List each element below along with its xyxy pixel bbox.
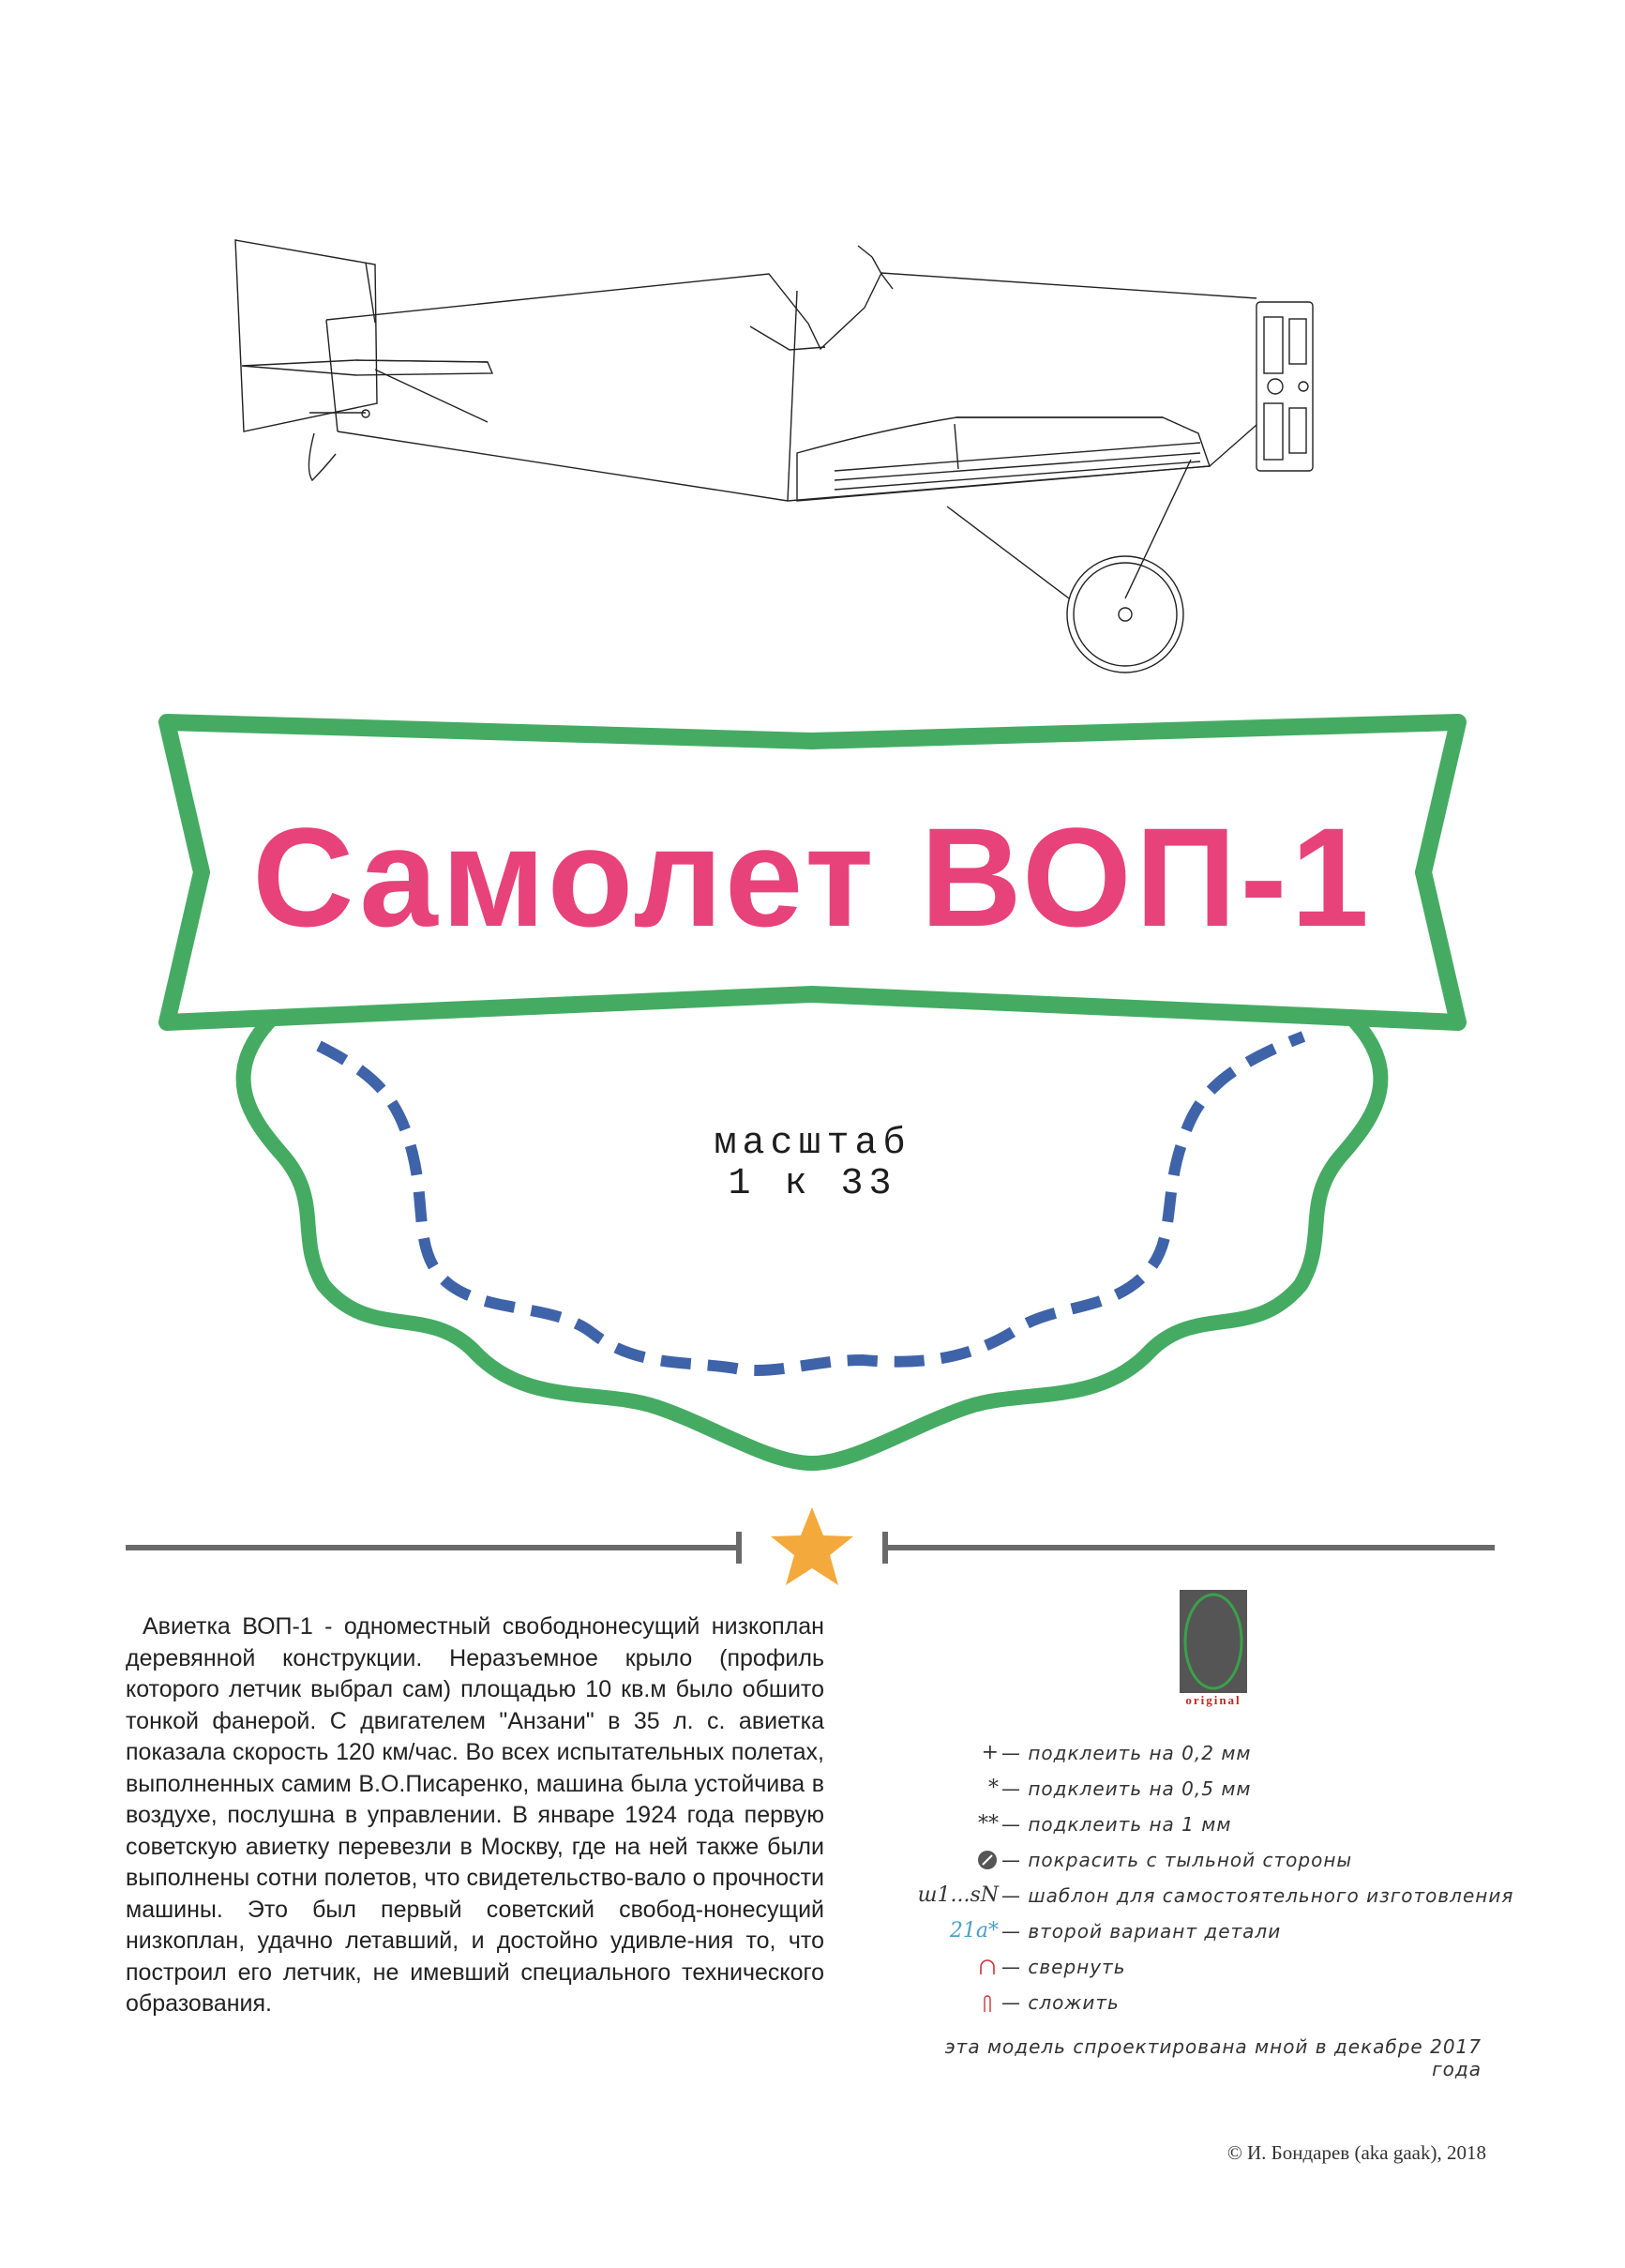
legend-item <box>881 1845 1538 1881</box>
star-icon <box>771 1507 853 1585</box>
legend-item <box>881 1988 1538 2023</box>
airplane-side-view-drawing <box>225 225 1397 713</box>
copyright: © И. Бондарев (aka gaak), 2018 <box>1226 2141 1486 2164</box>
legend-symbol: * <box>988 1777 999 1800</box>
legend-text: — покрасить с тыльной стороны <box>1001 1849 1353 1871</box>
brush-circle-icon <box>976 1849 999 1871</box>
logo-label: original <box>1185 1693 1241 1707</box>
scale-label: масштаб <box>714 1123 911 1165</box>
legend-item <box>881 1774 1538 1809</box>
original-logo-icon <box>1180 1590 1247 1693</box>
legend-item <box>881 1738 1538 1774</box>
legend-text: — подклеить на 0,5 мм <box>1001 1777 1252 1800</box>
legend-symbol: + <box>981 1741 999 1764</box>
legend-symbol <box>895 1845 999 1875</box>
legend-text: — шаблон для самостоятельного изготовления <box>1001 1884 1514 1907</box>
legend-symbol: ш1...sN <box>917 1883 999 1907</box>
legend-text: — второй вариант детали <box>1001 1920 1282 1943</box>
fold-icon <box>976 1991 999 2014</box>
legend-text: — подклеить на 1 мм <box>1001 1813 1232 1836</box>
legend-symbol: 21a* <box>949 1919 999 1943</box>
design-note: эта модель спроектирована мной в декабре 2017 года <box>944 2035 1482 2080</box>
legend-item <box>881 1809 1538 1845</box>
legend-symbol <box>895 1952 999 1982</box>
legend-text: — сложить <box>1001 1991 1120 2014</box>
description-text: Авиетка ВОП-1 - одноместный свободнонесущий низкоплан деревянной конструкции. Неразъемное крыло (профиль которого летчик выбрал сам) площадью 10 кв.м было обшито тонкой фанерой. С двигателем "Анзани" в 35 л. с. авиетка показала скорость 120 км/час. Во всех испытательных полетах, выполненных самим В.О.Писаренко, машина была устойчива в воздухе, послушна в управлении. В январе 1924 года первую советскую авиетку перевезли в Москву, где на ней также были выполнены сотни полетов, что свидетельство-вало о прочности машины. Это был первый советский свобод-нонесущий низкоплан, удачно летавший, и достойно удивле-ния то, что построил его летчик, не имевший специального технического образования. <box>126 1613 824 2017</box>
legend <box>881 1738 1538 2023</box>
legend-item <box>881 1881 1538 1916</box>
roll-icon <box>976 1956 999 1978</box>
scale-value: 1 к 33 <box>728 1163 897 1205</box>
star-divider <box>0 1501 1625 1595</box>
legend-symbol <box>895 1988 999 2018</box>
page-title: Самолет ВОП-1 <box>252 798 1373 956</box>
legend-item <box>881 1916 1538 1952</box>
legend-item <box>881 1952 1538 1988</box>
legend-text: — свернуть <box>1001 1956 1126 1978</box>
legend-text: — подклеить на 0,2 мм <box>1001 1742 1252 1764</box>
scalloped-frame <box>244 1009 1381 1463</box>
legend-symbol: ** <box>978 1812 999 1836</box>
